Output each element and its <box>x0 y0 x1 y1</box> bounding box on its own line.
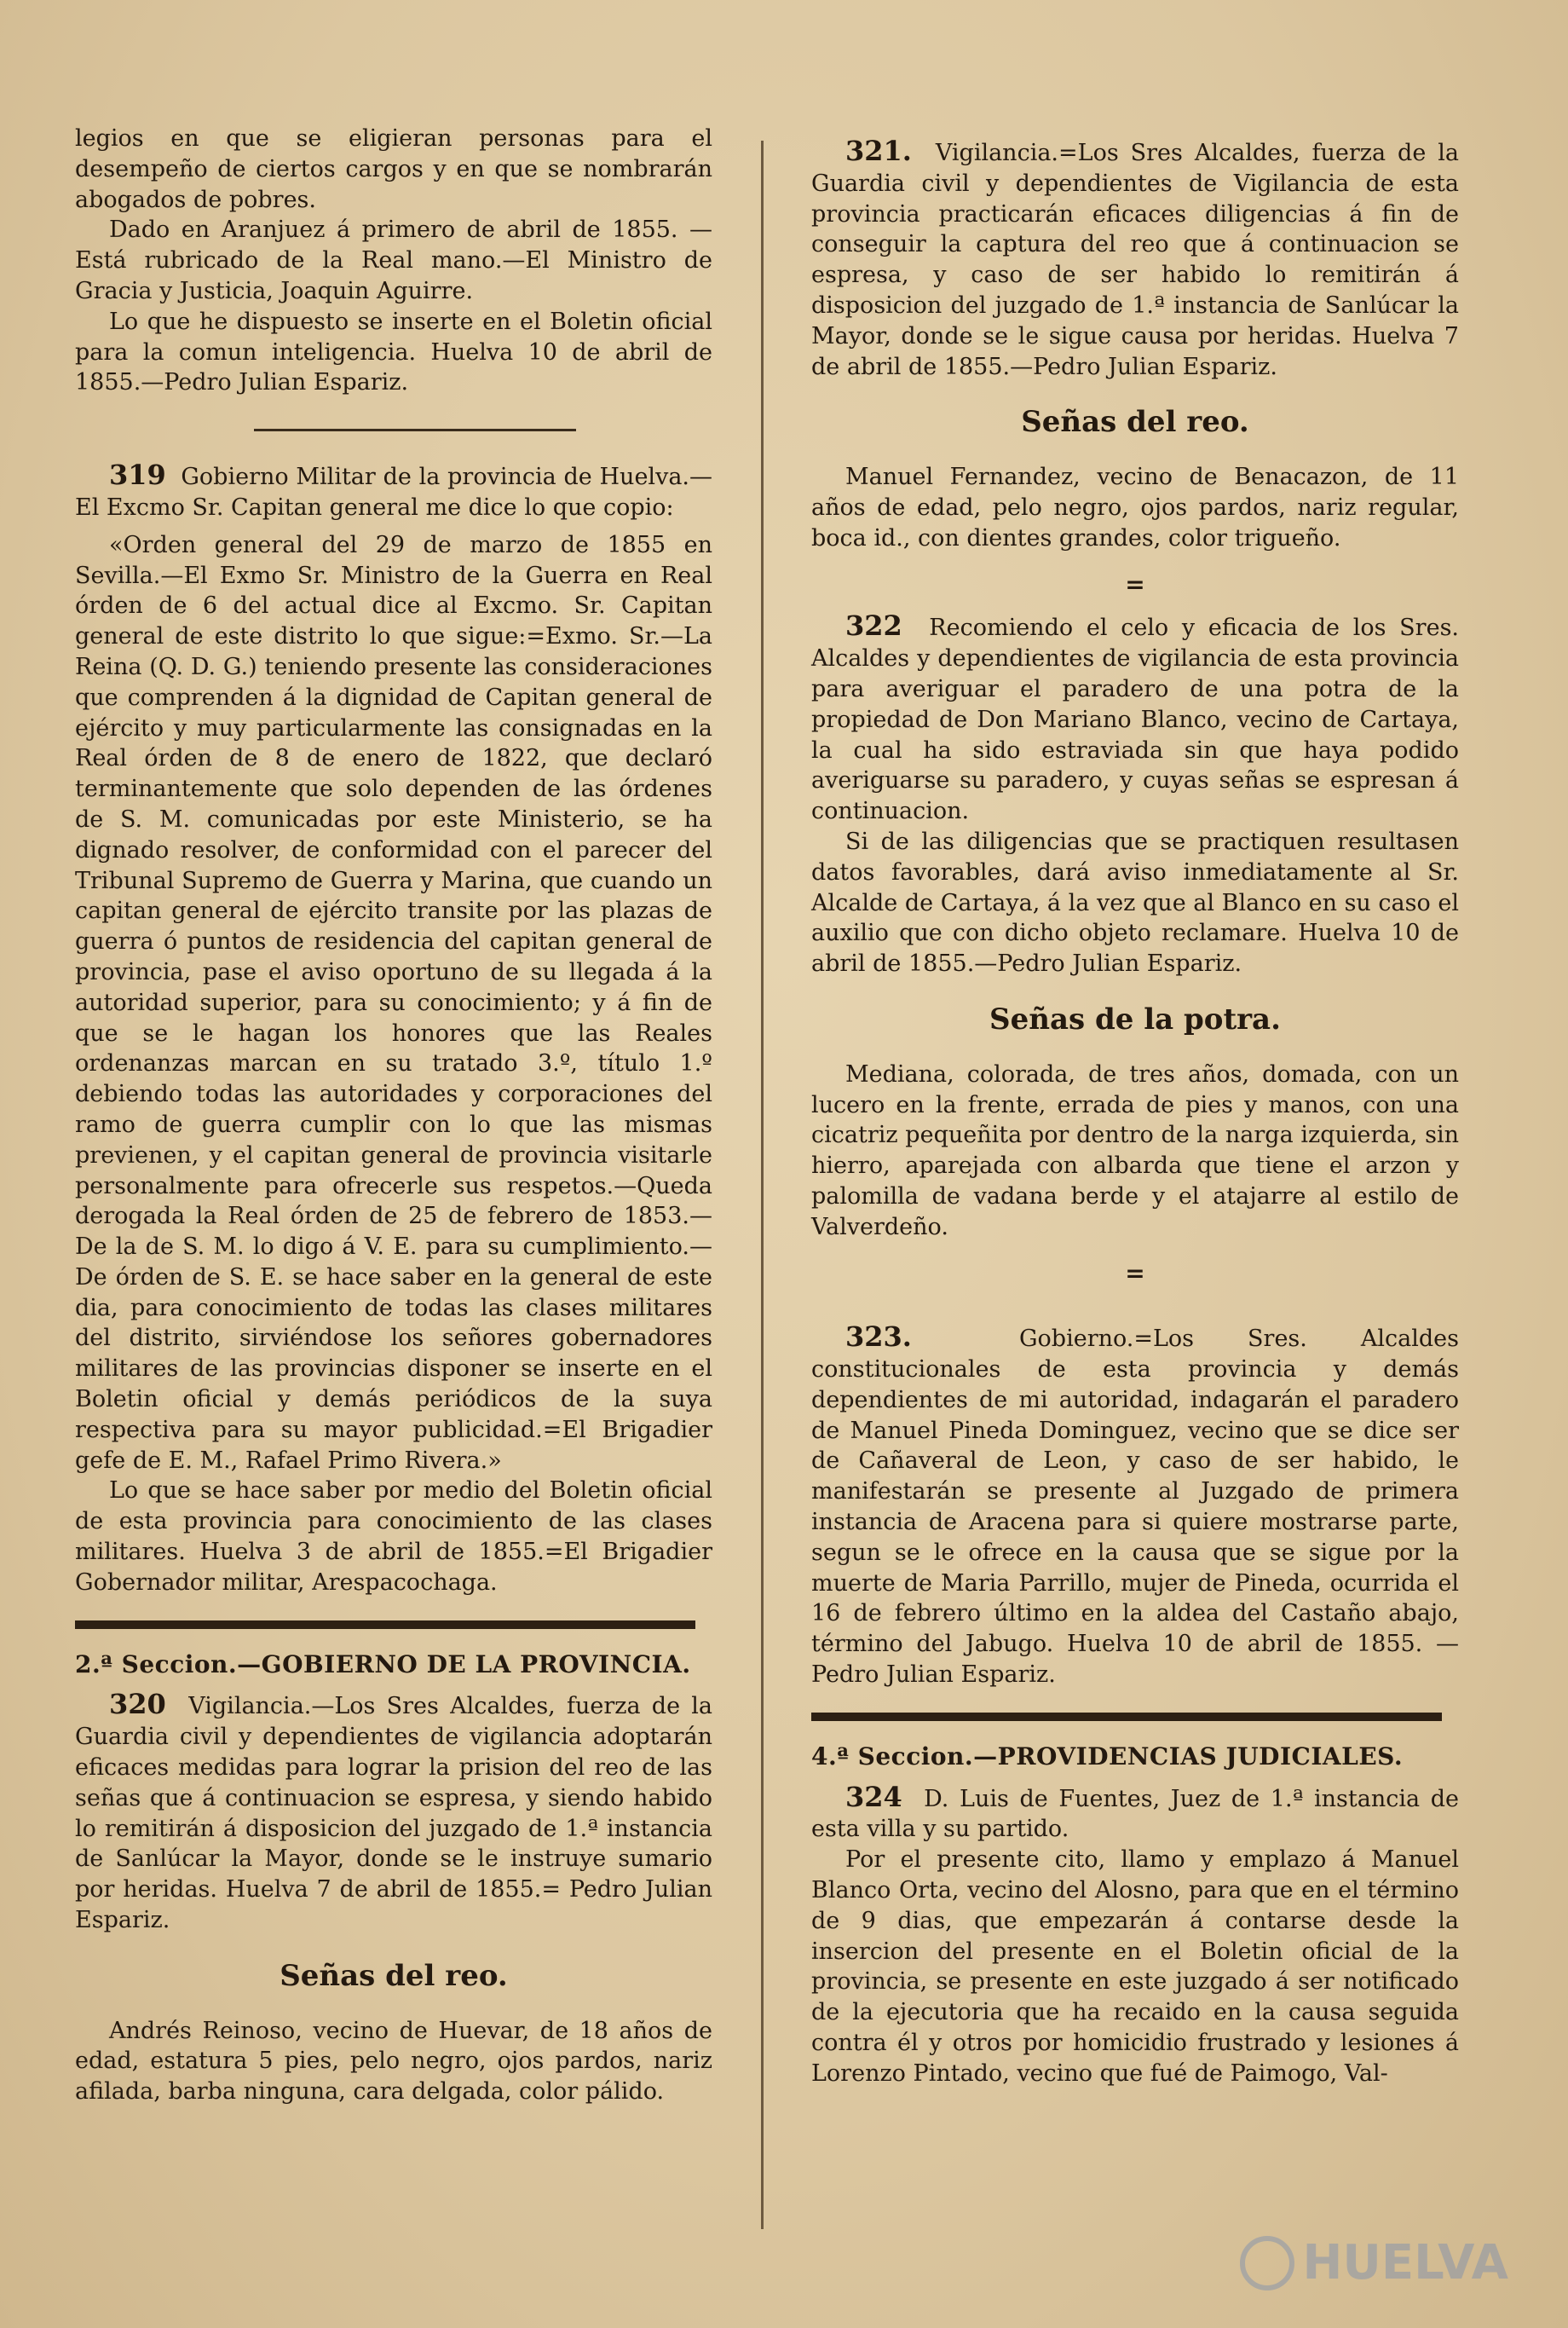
paragraph-lo-que-2: Lo que se hace saber por medio del Boletin oficial de esta provincia para conocimiento de las clases militares. Huelva 3 de abril de 1855.=El Brigadier Gobernador militar, Arespacochaga. <box>75 1477 712 1596</box>
entry-324 <box>811 1782 1459 1846</box>
entry-text: Recomiendo el celo y eficacia de los Sres. Alcaldes y dependientes de vigilancia de esta provincia para averiguar el paradero de una potra de la propiedad de Don Mariano Blanco, vecino de Cartaya, la cual ha sido estraviada sin que haya podido averiguarse su paradero, y cuyas señas se espresan á continuacion. <box>811 615 1460 825</box>
left-column <box>75 124 712 2107</box>
paragraph-lo-que: Lo que he dispuesto se inserte en el Boletin oficial para la comun inteligencia. Huelva 10 de abril de 1855.—Pedro Julian Espariz. <box>75 308 712 396</box>
entry-text: Vigilancia.=Los Sres Alcaldes, fuerza de la Guardia civil y dependientes de Vigilancia de esta provincia practicarán eficaces diligencias á fin de conseguir la captura del reo que á continuacion se espresa, y caso de ser habido lo remitirán á disposicion del juzgado de 1.ª instancia de Sanlúcar la Mayor, donde se le sigue causa por heridas. Huelva 7 de abril de 1855.—Pedro Julian Espariz. <box>811 140 1459 380</box>
entry-number: 319 <box>109 459 166 492</box>
separator-rule <box>254 429 576 431</box>
entry-number: 321. <box>845 135 912 167</box>
entry-320 <box>75 1690 712 1935</box>
section-heading-4: 4.ª Seccion.—PROVIDENCIAS JUDICIALES. <box>811 1742 1404 1771</box>
entry-322 <box>811 611 1459 827</box>
heading-senas-potra: Señas de la potra. <box>989 1002 1281 1037</box>
watermark-logo-icon <box>1240 2236 1294 2290</box>
paragraph-mediana: Mediana, colorada, de tres años, domada, con un lucero en la frente, errada de pies y manos, con una cicatriz pequeñita por dentro de la narga izquierda, sin hierro, aparejada con albarda que tiene el arzon y palomilla de vadana berde y el atajarre al estilo de Valverdeño. <box>811 1060 1459 1240</box>
entry-number: 324 <box>845 1780 902 1813</box>
paragraph-orden: «Orden general del 29 de marzo de 1855 en Sevilla.—El Exmo Sr. Ministro de la Guerra en Real órden de 6 del actual dice al Excmo. Sr. Capitan general de este distrito lo que sigue:=Exmo. Sr.—La Reina (Q. D. G.) teniendo presente las consideraciones que comprenden á la dignidad de Capitan general de ejército y muy particularmente las consignadas en la Real órden de 8 de enero de 1822, que declaró terminantemente que solo dependen de las órdenes de S. M. comunicadas por este Ministerio, se ha dignado resolver, de conformidad con el parecer del Tribunal Supremo de Guerra y Marina, que cuando un capitan general de ejército transite por las plazas de guerra ó puntos de residencia del capitan general de provincia, pase el aviso oportuno de su llegada á la autoridad superior, para su conocimiento; y á fin de que se le hagan los honores que las Reales ordenanzas marcan en su tratado 3.º, título 1.º debiendo todas las autoridades y corporaciones del ramo de guerra cumplir con lo que las mismas previenen, y el capitan general de provincia visitarle personalmente para ofrecerle sus respetos.—Queda derogada la Real órden de 25 de febrero de 1853.—De la de S. M. lo digo á V. E. para su cumplimiento.—De órden de S. E. se hace saber en la general de este dia, para conocimiento de todas las clases militares del distrito, sirviéndose los señores gobernadores militares de las provincias disponer se inserte en el Boletin oficial y demás periódicos de la suya respectiva para su mayor publicidad.=El Brigadier gefe de E. M., Rafael Primo Rivera.» <box>75 531 712 1474</box>
separator-mark: = <box>1125 1258 1145 1287</box>
heading-senas-reo: Señas del reo. <box>1021 405 1249 440</box>
paragraph-por: Por el presente cito, llamo y emplazo á Manuel Blanco Orta, vecino del Alosno, para que en el término de 9 dias, que empezarán á contarse desde la insercion del presente en el Boletin oficial de la provincia, se presente en este juzgado á ser notificado de la ejecutoria que ha recaido en la causa seguida contra él y otros por homicidio frustrado y lesiones á Lorenzo Pintado, vecino que fué de Paimogo, Val- <box>811 1846 1459 2087</box>
entry-number: 323. <box>845 1320 912 1354</box>
paragraph-dado: Dado en Aranjuez á primero de abril de 1855. —Está rubricado de la Real mano.—El Ministro de Gracia y Justicia, Joaquin Aguirre. <box>75 217 712 304</box>
paragraph-andres: Andrés Reinoso, vecino de Huevar, de 18 años de edad, estatura 5 pies, pelo negro, ojos pardos, nariz afilada, barba ninguna, cara delgada, color pálido. <box>75 2017 712 2106</box>
entry-text: D. Luis de Fuentes, Juez de 1.ª instancia de esta villa y su partido. <box>811 1785 1460 1843</box>
entry-323 <box>811 1322 1459 1690</box>
heading-senas-reo: Señas del reo. <box>280 1958 508 1993</box>
watermark-text: HUELVA <box>1302 2235 1508 2290</box>
separator-mark: = <box>1125 569 1145 598</box>
entry-text: Vigilancia.—Los Sres Alcaldes, fuerza de la Guardia civil y dependientes de vigilancia adoptarán eficaces medidas para lograr la prision del reo de las señas que á continuacion se espresa, y siendo habido lo remitirán á disposicion del juzgado de 1.ª instancia de Sanlúcar la Mayor, donde se le instruye sumario por heridas. Huelva 7 de abril de 1855.= Pedro Julian Espariz. <box>75 1693 712 1934</box>
section-heading-2: 2.ª Seccion.—GOBIERNO DE LA PROVINCIA. <box>75 1649 691 1678</box>
archive-watermark <box>1240 2235 1508 2290</box>
entry-321 <box>811 136 1459 382</box>
section-rule <box>811 1713 1442 1721</box>
entry-text: Gobierno Militar de la provincia de Huelva.—El Excmo Sr. Capitan general me dice lo que copio: <box>75 464 712 521</box>
right-column <box>811 136 1459 2089</box>
entry-number: 320 <box>109 1688 166 1721</box>
section-rule <box>75 1620 695 1629</box>
entry-number: 322 <box>845 609 902 643</box>
column-divider <box>761 141 764 2229</box>
paragraph-si: Si de las diligencias que se practiquen resultasen datos favorables, dará aviso inmediatamente al Sr. Alcalde de Cartaya, á la vez que al Blanco en su caso el auxilio que con dicho objeto reclamare. Huelva 10 de abril de 1855.—Pedro Julian Espariz. <box>811 828 1459 978</box>
paragraph-manuel: Manuel Fernandez, vecino de Benacazon, de 11 años de edad, pelo negro, ojos pardos, nariz regular, boca id., con dientes grandes, color trigueño. <box>811 464 1459 552</box>
entry-text: Gobierno.=Los Sres. Alcaldes constitucionales de esta provincia y demás dependientes de mi autoridad, indagarán el paradero de Manuel Pineda Dominguez, vecino que se dice ser de Cañaveral de Leon, y caso de ser habido, le manifestarán se presente al Juzgado de primera instancia de Aracena para si quiere mostrarse parte, segun se le ofrece en la causa que se sigue por la muerte de Maria Parrillo, mujer de Pineda, ocurrida el 16 de febrero último en la aldea del Castaño abajo, término del Jabugo. Huelva 10 de abril de 1855. —Pedro Julian Espariz. <box>811 1326 1459 1689</box>
entry-319 <box>75 460 712 523</box>
paragraph-intro: legios en que se eligieran personas para el desempeño de ciertos cargos y en que se nombrarán abogados de pobres. <box>75 125 712 213</box>
